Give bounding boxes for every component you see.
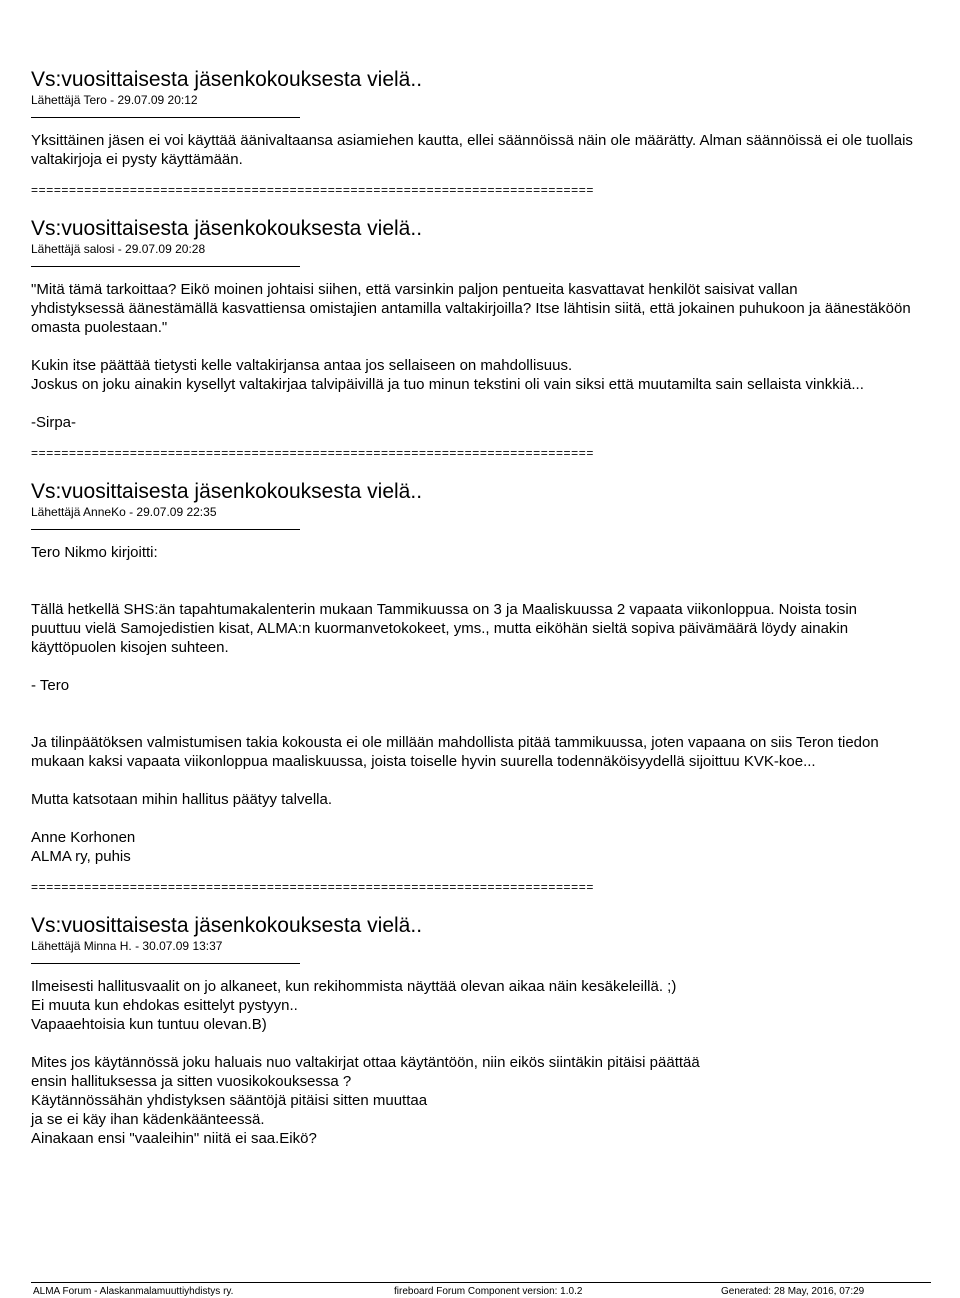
footer-generated-date: Generated: 28 May, 2016, 07:29	[721, 1286, 865, 1297]
forum-post	[31, 217, 960, 460]
post-separator: ==========================================================================	[31, 880, 594, 894]
post-title[interactable]: Vs:vuosittaisesta jäsenkokouksesta vielä..	[31, 480, 423, 503]
post-meta: Lähettäjä Tero - 29.07.09 20:12	[31, 93, 198, 107]
post-body: Tero Nikmo kirjoitti: Tällä hetkellä SHS:än tapahtumakalenterin mukaan Tammikuussa on 3 ja Maaliskuussa 2 vapaata viikonloppua. Noista tosin puuttuu vielä Samojedistien kisat, ALMA:n kuormanvetokokeet, yms., mutta eiköhän sieltä sopiva päivämäärä löydy ainakin käyttöpuolen kisojen suhteen. - Tero Ja tilinpäätöksen valmistumisen takia kokousta ei ole millään mahdollista pitää tammikuussa, joten vapaana on siis Teron tiedon mukaan kaksi vapaata viikonloppua maaliskuussa, joista toiselle hyvin suurella todennäköisyydellä sijoittuu KVK-koe... Mutta katsotaan mihin hallitus päätyy talvella. Anne Korhonen ALMA ry, puhis	[31, 544, 879, 865]
forum-post	[31, 480, 960, 894]
post-title[interactable]: Vs:vuosittaisesta jäsenkokouksesta vielä..	[31, 217, 423, 240]
post-divider	[31, 529, 300, 530]
post-body: Ilmeisesti hallitusvaalit on jo alkaneet, kun rekihommista näyttää olevan aikaa näin kesäkeleillä. ;) Ei muuta kun ehdokas esittelyt pystyyn.. Vapaaehtoisia kun tuntuu olevan.B) Mites jos käytännössä joku haluais nuo valtakirjat ottaa käytäntöön, niin eikös siintäkin pitäisi päättää ensin hallituksessa ja sitten vuosikokouksessa ? Käytännössähän yhdistyksen sääntöjä pitäisi sitten muuttaa ja se ei käy ihan kädenkäänteessä. Ainakaan ensi "vaaleihin" niitä ei saa.Eikö?	[31, 978, 700, 1147]
post-meta: Lähettäjä salosi - 29.07.09 20:28	[31, 242, 206, 256]
post-meta: Lähettäjä Minna H. - 30.07.09 13:37	[31, 939, 223, 953]
post-divider	[31, 963, 300, 964]
forum-post	[31, 68, 960, 197]
forum-post	[31, 914, 960, 1148]
post-separator: ==========================================================================	[31, 446, 594, 460]
post-body: "Mitä tämä tarkoittaa? Eikö moinen johtaisi siihen, että varsinkin paljon pentueita kasvattavat henkilöt saisivat vallan yhdistyksessä äänestämällä kasvattiensa omistajien antamilla valtakirjoilla? Itse lähtisin siitä, että jokainen puhukoon ja äänestäköön omasta puolestaan." Kukin itse päättää tietysti kelle valtakirjansa antaa jos sellaiseen on mahdollisuus. Joskus on joku ainakin kysellyt valtakirjaa talvipäivillä ja tuo minun tekstini oli vain siksi että muutamilta sain sellaista vinkkiä... -Sirpa-	[31, 281, 911, 431]
post-separator: ==========================================================================	[31, 183, 594, 197]
footer-component-version: fireboard Forum Component version: 1.0.2	[394, 1286, 583, 1297]
post-divider	[31, 266, 300, 267]
footer-site-name: ALMA Forum - Alaskanmalamuuttiyhdistys ry.	[33, 1286, 234, 1297]
page-footer	[31, 1282, 931, 1298]
post-body: Yksittäinen jäsen ei voi käyttää äänivaltaansa asiamiehen kautta, ellei säännöissä näin ole määrätty. Alman säännöissä ei ole tuollais valtakirjoja ei pysty käyttämään.	[31, 132, 913, 168]
forum-thread	[31, 68, 960, 1148]
post-divider	[31, 117, 300, 118]
post-meta: Lähettäjä AnneKo - 29.07.09 22:35	[31, 505, 217, 519]
post-title[interactable]: Vs:vuosittaisesta jäsenkokouksesta vielä..	[31, 914, 423, 937]
post-title[interactable]: Vs:vuosittaisesta jäsenkokouksesta vielä..	[31, 68, 423, 91]
